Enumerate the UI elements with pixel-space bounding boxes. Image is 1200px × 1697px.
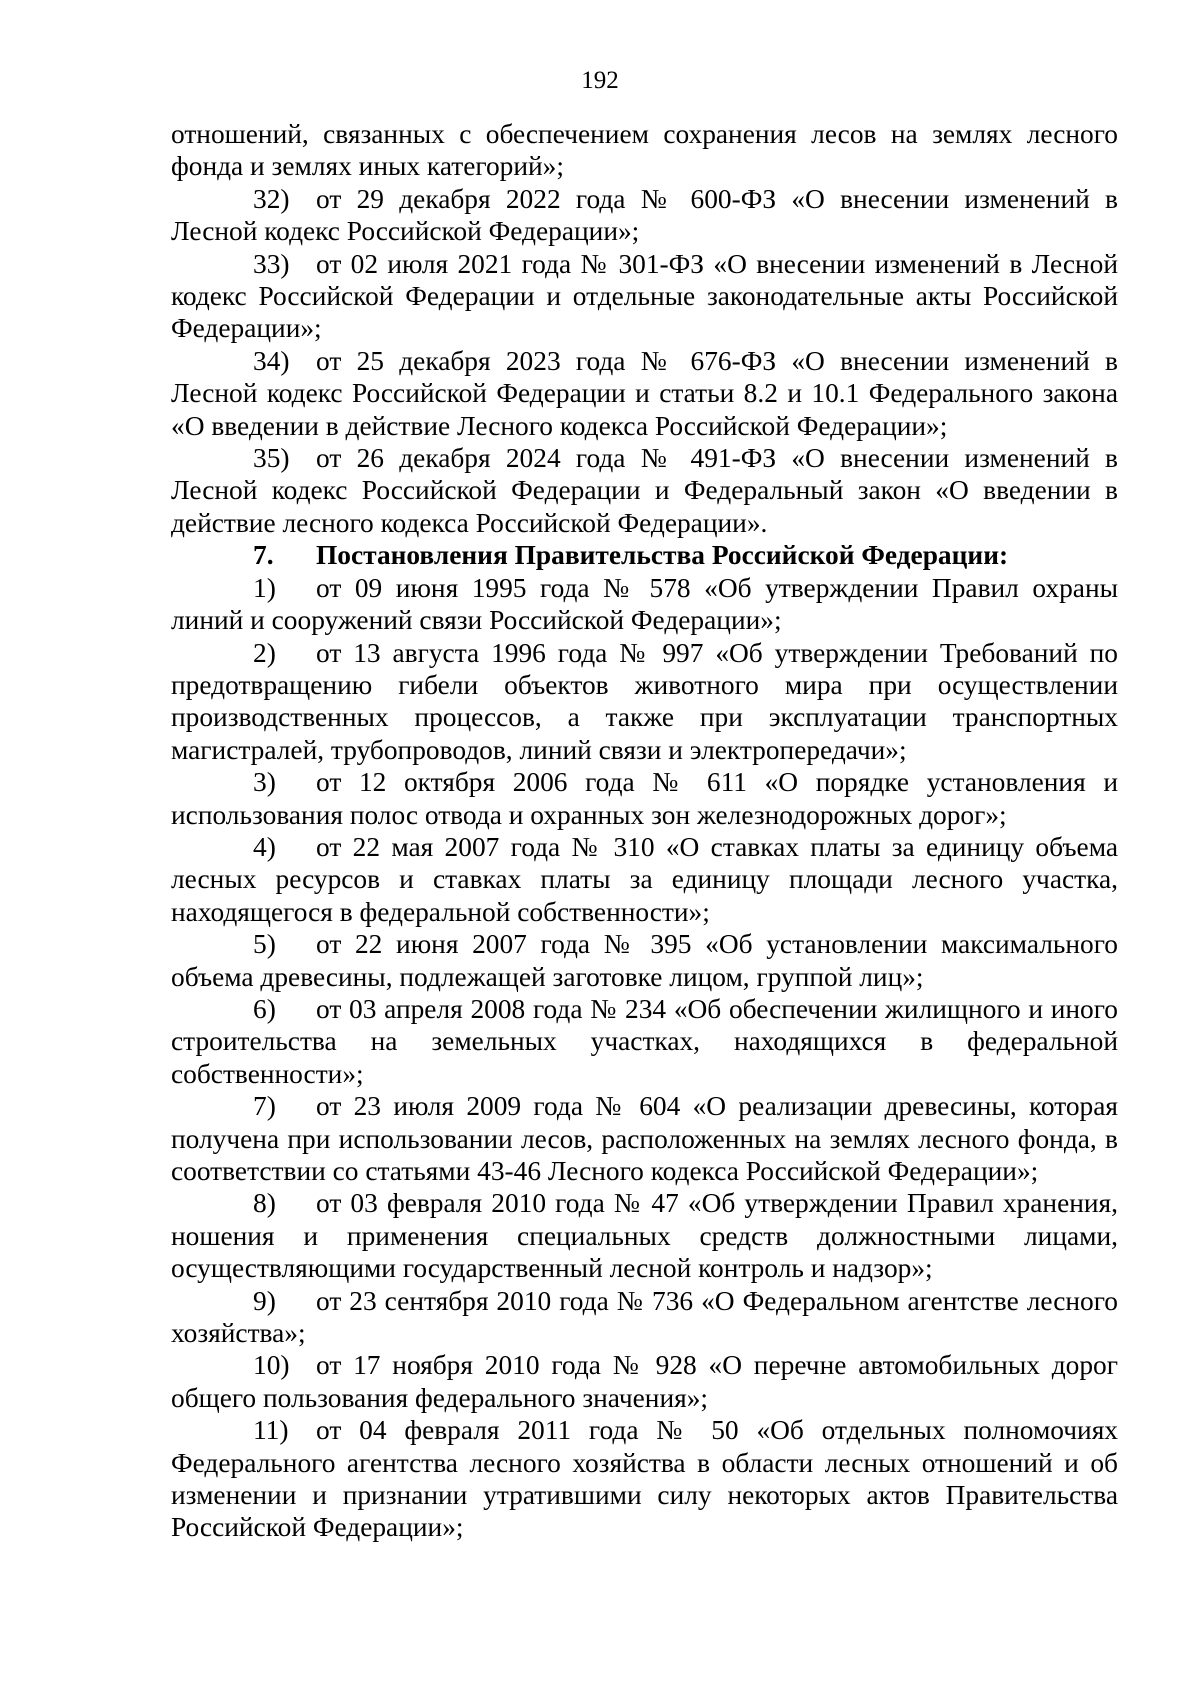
item-text: от 09 июня 1995 года № 578 «Об утверждении Правил охраны линий и сооружений связи Российской Федерации»; (171, 572, 1118, 636)
item-text: от 23 сентября 2010 года № 736 «О Федеральном агентстве лесного хозяйства»; (171, 1285, 1118, 1349)
item-text: от 22 июня 2007 года № 395 «Об установлении максимального объема древесины, подлежащей заготовке лицом, группой лиц»; (171, 929, 1118, 992)
list-item (171, 1187, 1118, 1284)
item-text: от 22 мая 2007 года № 310 «О ставках платы за единицу объема лесных ресурсов и ставках платы за единицу площади лесного участка, находящегося в федеральной собственности»; (171, 831, 1118, 927)
list-item (171, 1414, 1118, 1544)
item-text: от 25 декабря 2023 года № 676-ФЗ «О внесении изменений в Лесной кодекс Российской Федерации и статьи 8.2 и 10.1 Федерального закона «О введении в действие Лесного кодекса Российской Федерации»; (171, 345, 1118, 441)
item-number: 32) (253, 183, 290, 214)
list-item (171, 183, 1118, 248)
item-text: от 13 августа 1996 года № 997 «Об утверждении Требований по предотвращению гибели объектов животного мира при осуществлении производственных процессов, а также при эксплуатации транспортных магистралей, трубопроводов, линий связи и электропередачи»; (171, 637, 1118, 765)
item-number: 34) (253, 345, 290, 376)
list-item (171, 1349, 1118, 1414)
item-text: от 03 апреля 2008 года № 234 «Об обеспечении жилищного и иного строительства на земельных участках, находящихся в федеральной собственности»; (171, 993, 1118, 1089)
item-text: от 02 июля 2021 года № 301-ФЗ «О внесении изменений в Лесной кодекс Российской Федерации и отдельные законодательные акты Российской Федерации»; (171, 248, 1118, 344)
item-number: 1) (253, 572, 276, 603)
item-number: 5) (253, 929, 276, 960)
list-item (171, 248, 1118, 345)
section-heading (171, 539, 1118, 571)
list-item (171, 1285, 1118, 1350)
list-item (171, 572, 1118, 637)
section-title: Постановления Правительства Российской Федерации: (316, 540, 1009, 571)
list-item (171, 637, 1118, 767)
item-number: 2) (253, 637, 276, 668)
section-number: 7. (253, 540, 274, 571)
item-number: 35) (253, 443, 290, 474)
list-item (171, 928, 1118, 993)
item-text: от 04 февраля 2011 года № 50 «Об отдельных полномочиях Федерального агентства лесного хозяйства в области лесных отношений и об изменении и признании утратившими силу некоторых актов Правительства Российской Федерации»; (171, 1415, 1118, 1543)
list-item (171, 993, 1118, 1090)
item-text: от 12 октября 2006 года № 611 «О порядке установления и использования полос отвода и охранных зон железнодорожных дорог»; (171, 767, 1118, 830)
page-number: 192 (581, 67, 619, 94)
item-number: 8) (253, 1188, 276, 1219)
item-number: 6) (253, 993, 276, 1024)
list-item (171, 345, 1118, 442)
item-text: от 23 июля 2009 года № 604 «О реализации древесины, которая получена при использовании лесов, расположенных на землях лесного фонда, в соответствии со статьями 43-46 Лесного кодекса Российской Федерации»; (171, 1091, 1118, 1186)
government-decrees-list (171, 572, 1118, 1544)
item-text: от 03 февраля 2010 года № 47 «Об утверждении Правил хранения, ношения и применения специальных средств должностными лицами, осуществляющими государственный лесной контроль и надзор»; (171, 1188, 1118, 1284)
item-text: от 17 ноября 2010 года № 928 «О перечне автомобильных дорог общего пользования федерального значения»; (171, 1350, 1118, 1413)
item-number: 7) (253, 1091, 276, 1122)
document-body (171, 118, 1118, 1544)
item-number: 33) (253, 248, 290, 279)
item-number: 11) (253, 1415, 289, 1446)
continuation-paragraph: отношений, связанных с обеспечением сохранения лесов на землях лесного фонда и землях иных категорий»; (171, 119, 1118, 182)
item-number: 9) (253, 1285, 276, 1316)
list-item (171, 766, 1118, 831)
item-number: 10) (253, 1350, 290, 1381)
federal-laws-list (171, 183, 1118, 539)
item-number: 4) (253, 831, 276, 862)
item-number: 3) (253, 767, 276, 798)
list-item (171, 442, 1118, 539)
item-text: от 29 декабря 2022 года № 600-ФЗ «О внесении изменений в Лесной кодекс Российской Федерации»; (171, 183, 1118, 247)
item-text: от 26 декабря 2024 года № 491-ФЗ «О внесении изменений в Лесной кодекс Российской Федерации и Федеральный закон «О введении в действие лесного кодекса Российской Федерации». (171, 443, 1118, 538)
list-item (171, 831, 1118, 928)
list-item (171, 1090, 1118, 1187)
